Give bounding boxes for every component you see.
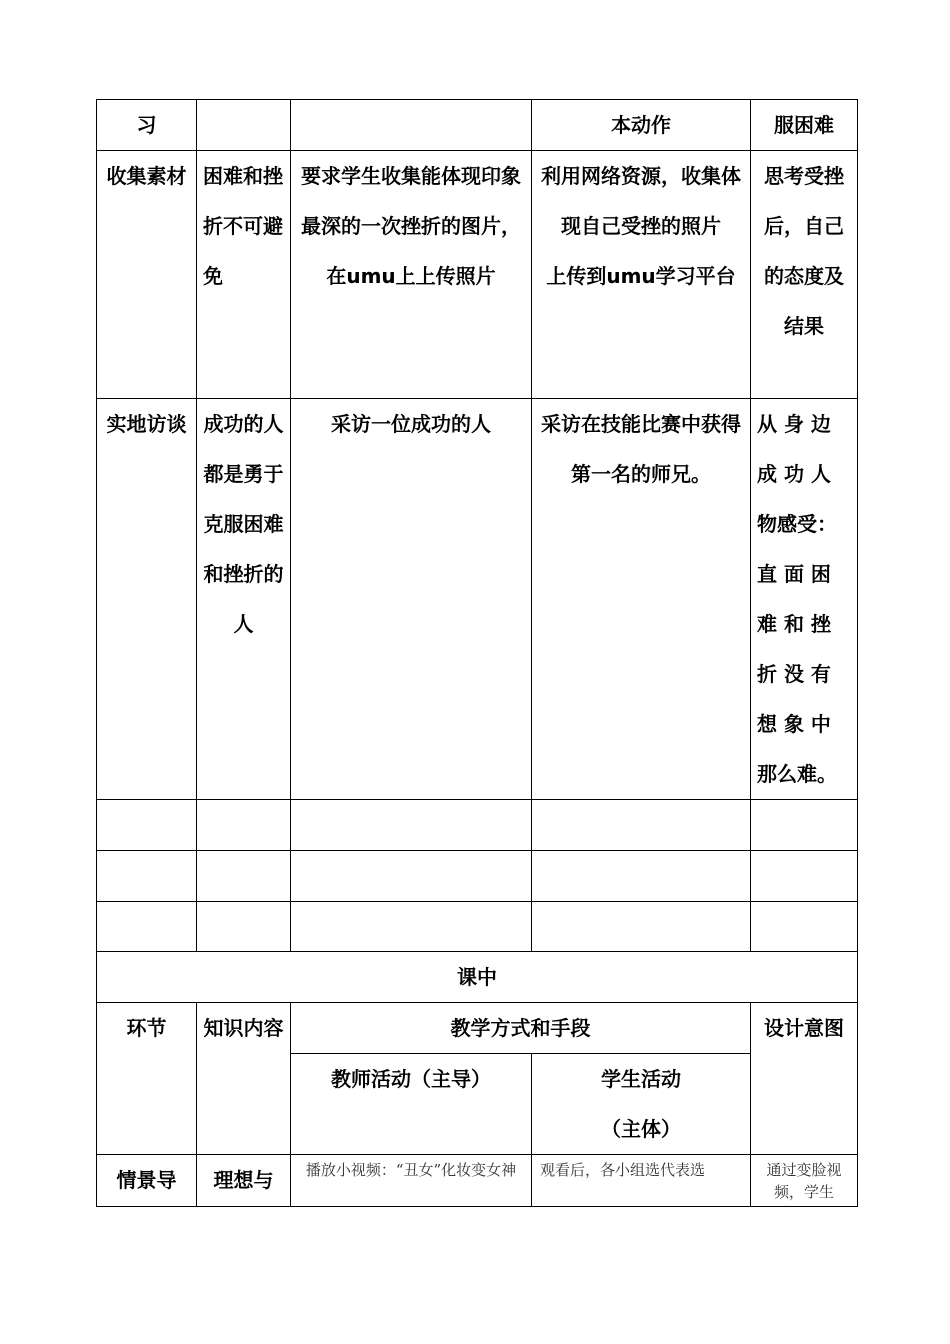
lesson-plan-table — [96, 99, 858, 1207]
header-intent: 设计意图 — [751, 1003, 858, 1155]
header-teacher: 教师活动（主导） — [291, 1054, 532, 1155]
cell-student — [532, 151, 751, 399]
header-method: 教学方式和手段 — [291, 1003, 751, 1054]
cell-knowledge: 困难和挫折不可避免 — [197, 151, 291, 399]
header-student: 学生活动 （主体） — [532, 1054, 751, 1155]
cell-teacher: 播放小视频：“丑女”化妆变女神 — [291, 1155, 532, 1207]
table-row — [97, 151, 858, 399]
cell-teacher — [291, 100, 532, 151]
table-row — [97, 100, 858, 151]
table-row — [97, 851, 858, 902]
cell-stage: 实地访谈 — [97, 399, 197, 800]
cell-knowledge: 理想与 — [197, 1155, 291, 1207]
intent-line: 从 身 边 — [757, 412, 831, 436]
cell-knowledge — [197, 100, 291, 151]
intent-line: 直 面 困 — [757, 562, 831, 586]
table-row — [97, 800, 858, 851]
table-header-row — [97, 1003, 858, 1054]
cell-intent: 通过变脸视频，学生 — [751, 1155, 858, 1207]
table-row — [97, 952, 858, 1003]
intent-line: 折 没 有 — [757, 662, 831, 686]
table-row — [97, 1155, 858, 1207]
intent-line: 那么难。 — [757, 762, 837, 786]
header-stage: 环节 — [97, 1003, 197, 1155]
student-activity-line: 上传到umu学习平台 — [546, 264, 736, 288]
section-title: 课中 — [97, 952, 858, 1003]
cell-student: 本动作 — [532, 100, 751, 151]
header-knowledge: 知识内容 — [197, 1003, 291, 1155]
cell-stage: 习 — [97, 100, 197, 151]
cell-teacher: 采访一位成功的人 — [291, 399, 532, 800]
cell-intent: 思考受挫后，自己的态度及结果 — [751, 151, 858, 399]
cell-intent: 服困难 — [751, 100, 858, 151]
table-row — [97, 399, 858, 800]
intent-line: 物感受： — [757, 512, 837, 536]
student-activity-line: 利用网络资源，收集体现自己受挫的照片 — [541, 164, 741, 238]
cell-student: 观看后，各小组选代表选 — [532, 1155, 751, 1207]
cell-intent — [751, 399, 858, 800]
cell-stage: 情景导 — [97, 1155, 197, 1207]
table-row — [97, 902, 858, 952]
intent-line: 成 功 人 — [757, 462, 831, 486]
cell-knowledge: 成功的人都是勇于克服困难和挫折的人 — [197, 399, 291, 800]
cell-stage: 收集素材 — [97, 151, 197, 399]
cell-teacher: 要求学生收集能体现印象最深的一次挫折的图片，在umu上上传照片 — [291, 151, 532, 399]
cell-student: 采访在技能比赛中获得第一名的师兄。 — [532, 399, 751, 800]
intent-line: 想 象 中 — [757, 712, 831, 736]
intent-line: 难 和 挫 — [757, 612, 831, 636]
